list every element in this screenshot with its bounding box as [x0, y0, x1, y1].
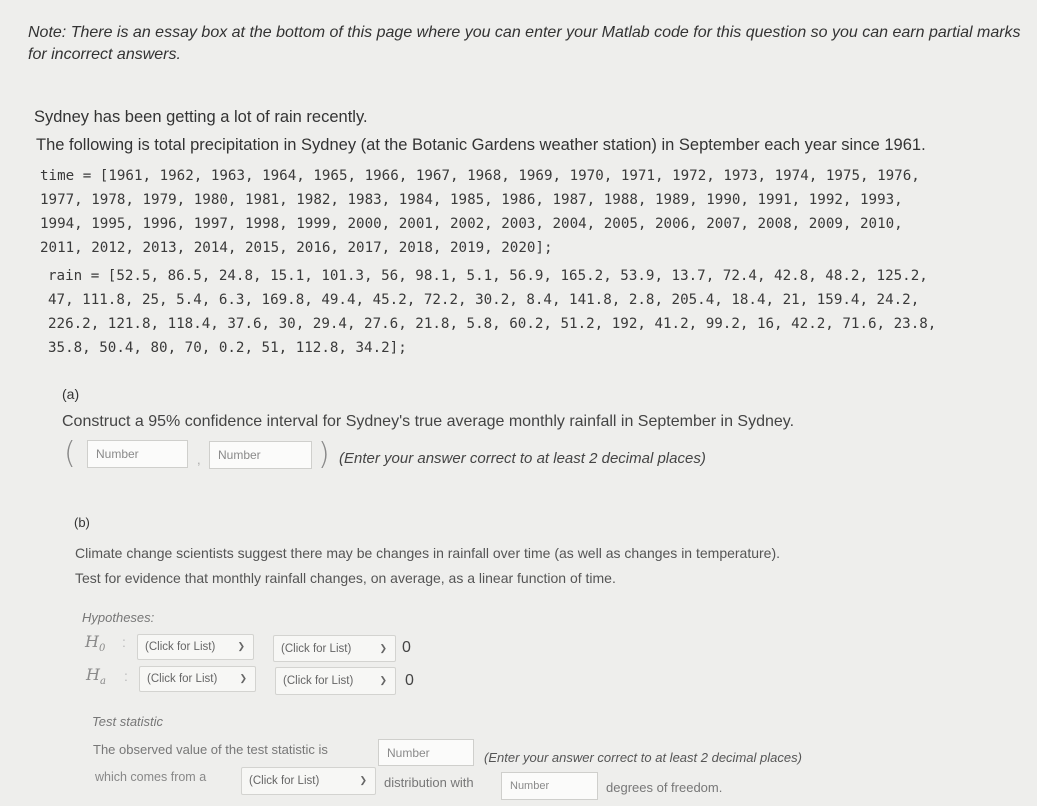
part-a-hint: (Enter your answer correct to at least 2 decimal places): [339, 450, 706, 467]
intro-line-1: Sydney has been getting a lot of rain recently.: [34, 108, 368, 126]
ha-parameter-select[interactable]: [139, 666, 256, 692]
note-text: Note: There is an essay box at the bottom of this page where you can enter your Matlab code for this question so you can earn partial marks for incorrect answers.: [28, 24, 1021, 63]
part-a-label: (a): [62, 386, 80, 402]
hypotheses-label: Hypotheses:: [82, 610, 155, 625]
chevron-down-icon: ❯: [237, 640, 245, 651]
distribution-with-text: distribution with: [384, 775, 474, 790]
chevron-down-icon: ❯: [239, 672, 247, 683]
chevron-down-icon: ❯: [359, 774, 367, 785]
ci-lower-input[interactable]: Number: [87, 440, 188, 468]
test-statistic-hint: (Enter your answer correct to at least 2 decimal places): [484, 750, 802, 765]
intro-line-2: The following is total precipitation in Sydney (at the Botanic Gardens weather station) in September each year since 1961.: [36, 136, 926, 154]
ha-value: 0: [405, 672, 414, 689]
observed-value-text: The observed value of the test statistic is: [93, 742, 328, 757]
chevron-down-icon: ❯: [379, 674, 387, 685]
time-code-block: time = [1961, 1962, 1963, 1964, 1965, 1966, 1967, 1968, 1969, 1970, 1971, 1972, 1973, 1974, 1975, 1976, 1977, 1978, 1979, 1980, 1981, 1982, 1983, 1984, 1985, 1986, 1987, 1988, 1989, 1990, 1991, 1992, 1993, 1994, 1995, 1996, 1997, 1998, 1999, 2000, 2001, 2002, 2003, 2004, 2005, 2006, 2007, 2008, 2009, 2010, 2011, 2012, 2013, 2014, 2015, 2016, 2017, 2018, 2019, 2020];: [40, 168, 920, 256]
ci-comma: ,: [197, 452, 201, 467]
ha-operator-select-label: (Click for List): [283, 675, 354, 687]
degrees-of-freedom-text: degrees of freedom.: [606, 780, 723, 795]
comes-from-text: which comes from a: [95, 770, 207, 784]
ci-upper-input[interactable]: Number: [209, 441, 312, 469]
h0-value: 0: [402, 639, 411, 656]
part-b-question-line-1: Climate change scientists suggest there may be changes in rainfall over time (as well as changes in temperature).: [75, 545, 781, 561]
h0-operator-select[interactable]: [273, 635, 396, 662]
h0-parameter-select[interactable]: [137, 634, 254, 660]
h0-parameter-select-label: (Click for List): [145, 641, 216, 653]
ha-symbol: $H_a$: [86, 665, 106, 688]
part-b-question-line-2: Test for evidence that monthly rainfall changes, on average, as a linear function of time.: [75, 570, 616, 586]
h0-colon: :: [122, 634, 126, 650]
degrees-of-freedom-input[interactable]: Number: [501, 772, 598, 800]
distribution-select[interactable]: [241, 767, 376, 795]
part-a-question: Construct a 95% confidence interval for Sydney's true average monthly rainfall in September in Sydney.: [62, 413, 795, 430]
ha-parameter-select-label: (Click for List): [147, 673, 218, 685]
ha-operator-select[interactable]: [275, 667, 396, 695]
h0-operator-select-label: (Click for List): [281, 642, 352, 655]
open-paren: (: [64, 436, 76, 471]
part-b-label: (b): [74, 515, 90, 530]
chevron-down-icon: ❯: [379, 642, 387, 653]
rain-code-block: rain = [52.5, 86.5, 24.8, 15.1, 101.3, 56, 98.1, 5.1, 56.9, 165.2, 53.9, 13.7, 72.4, 42.8, 48.2, 125.2, 47, 111.8, 25, 5.4, 6.3, 169.8, 49.4, 45.2, 72.2, 30.2, 8.4, 141.8, 2.8, 205.4, 18.4, 21, 159.4, 24.2, 226.2, 121.8, 118.4, 37.6, 30, 29.4, 27.6, 21.8, 5.8, 60.2, 51.2, 192, 41.2, 99.2, 16, 42.2, 71.6, 23.8, 35.8, 50.4, 80, 70, 0.2, 51, 112.8, 34.2];: [48, 268, 937, 356]
test-statistic-label: Test statistic: [92, 714, 164, 729]
h0-symbol: $H_0$: [85, 632, 106, 655]
distribution-select-label: (Click for List): [249, 775, 320, 787]
close-paren: ): [318, 437, 330, 472]
test-statistic-input[interactable]: Number: [378, 739, 474, 766]
ha-colon: :: [124, 668, 128, 684]
